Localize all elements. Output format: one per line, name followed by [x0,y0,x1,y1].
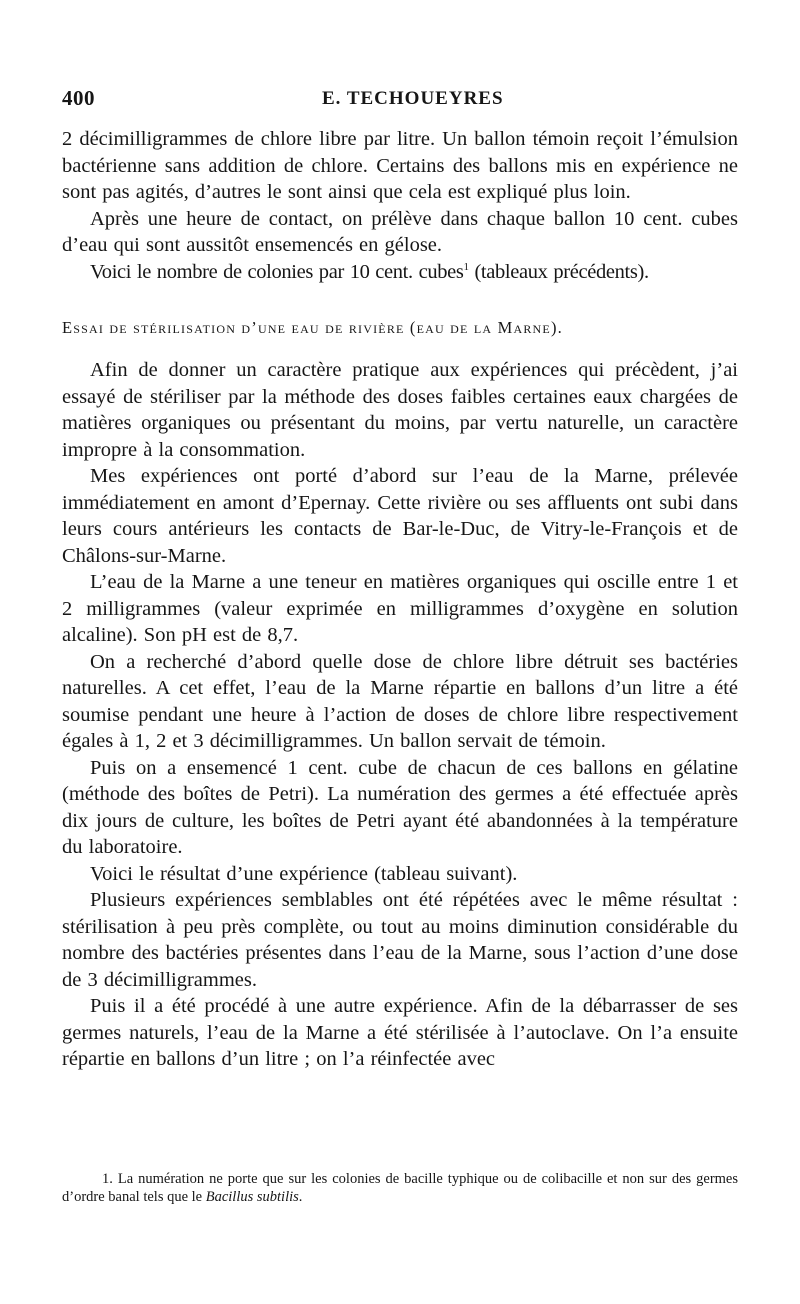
paragraph-chlorine-dose: On a recherché d’abord quelle dose de chlore libre détruit ses bactéries naturelles. A cet effet, l’eau de la Marne répartie en ballons d’un litre a été soumise pendant une heure à l’action de doses de chlore libre respectivement égales à 1, 2 et 3 décimilligrammes. Un ballon servait de témoin. [62,650,738,752]
paragraph-intro: Afin de donner un caractère pratique aux expériences qui précèdent, j’ai essayé de stériliser par la méthode des doses faibles certaines eaux chargées de matières organiques ou présentant du moins, par vertu naturelle, un caractère impropre à la consommation. [62,359,738,461]
paragraph-result-intro: Voici le résultat d’une expérience (tableau suivant). [90,862,518,885]
colonies-text: Voici le nombre de colonies par 10 cent. cubes [90,260,464,283]
footnote-1 [62,1170,738,1206]
paragraph-seeding: Puis on a ensemencé 1 cent. cube de chacun de ces ballons en gélatine (méthode des boîtes de Petri). La numération des germes a été effectuée après dix jours de culture, les boîtes de Petri ayant été abandonnées à la température du laboratoire. [62,756,738,858]
paragraph-sampling: Après une heure de contact, on prélève dans chaque ballon 10 cent. cubes d’eau qui sont aussitôt ensemencés en gélose. [62,207,738,256]
paragraph-colonies [62,259,738,286]
footnote-end: . [298,1189,303,1205]
running-head [62,86,742,116]
footnote-species: Bacillus subtilis [205,1189,299,1205]
running-title: E. TECHOUEYRES [322,88,504,109]
footnotes [62,1170,738,1206]
footnote-text: La numération ne porte que sur les colonies de bacille typhique ou de colibacille et non sur des germes d’ordre banal tels que le [62,1171,738,1205]
section-heading: Essai de stérilisation d’une eau de rivière (eau de la Marne). [62,318,563,337]
paragraph-repeated: Plusieurs expériences semblables ont été répétées avec le même résultat : stérilisation à peu près complète, ou tout au moins diminution considérable du nombre des bactéries présentes dans l’eau de la Marne, sous l’action d’une dose de 3 décimilligrammes. [62,889,738,991]
paragraph-continued: 2 décimilligrammes de chlore libre par litre. Un ballon témoin reçoit l’émulsion bactérienne sans addition de chlore. Certains des ballons mis en expérience ne sont pas agités, d’autres le sont ainsi que cela est expliqué plus loin. [62,128,738,203]
page-number: 400 [62,86,95,110]
footnote-marker: 1 [463,260,469,273]
paragraph-autoclave: Puis il a été procédé à une autre expérience. Afin de la débarrasser de ses germes naturels, l’eau de la Marne a été stérilisée à l’autoclave. On l’a ensuite répartie en ballons d’un litre ; on l’a réinfectée avec [62,995,738,1070]
paragraph-marne-source: Mes expériences ont porté d’abord sur l’eau de la Marne, prélevée immédiatement en amont d’Epernay. Cette rivière ou ses affluents ont subi dans leurs cours antérieurs les contacts de Bar-le-Duc, de Vitry-le-François et de Châlons-sur-Marne. [62,465,738,567]
colonies-text-end: (tableaux précédents). [474,260,649,283]
body-text [62,126,738,1073]
paragraph-organic-matter: L’eau de la Marne a une teneur en matières organiques qui oscille entre 1 et 2 milligrammes (valeur exprimée en milligrammes d’oxygène en solution alcaline). Son pH est de 8,7. [62,571,738,646]
footnote-number: 1. [102,1171,113,1187]
